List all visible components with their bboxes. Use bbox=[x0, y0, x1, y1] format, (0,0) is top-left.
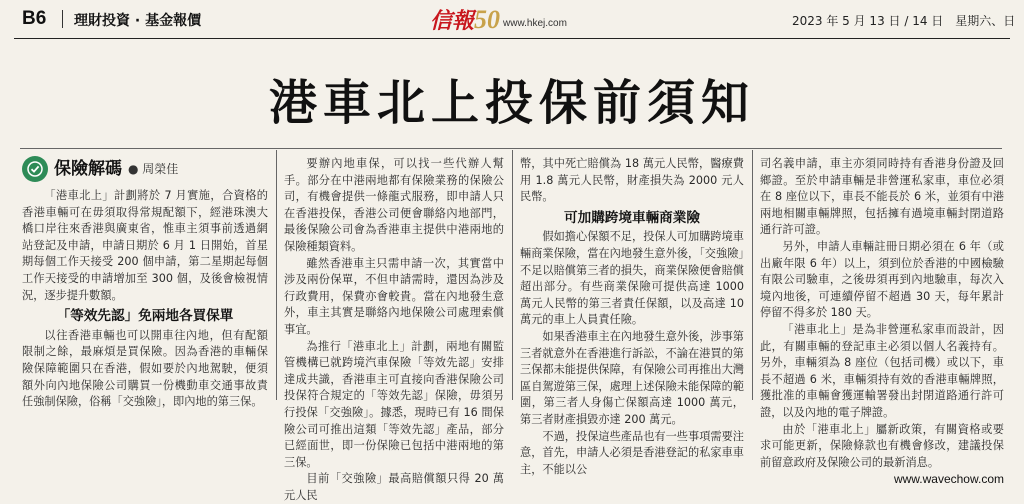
section-title: 理財投資 · 基金報價 bbox=[74, 13, 202, 29]
page-header bbox=[0, 0, 1024, 38]
paragraph: 不過，投保這些產品也有一些事項需要注意，首先，申請人必須是香港登記的私家車車主，不能以公 bbox=[520, 429, 744, 476]
subheading: 「等效先認」免兩地各買保單 bbox=[56, 308, 234, 325]
paragraph: 目前「交強險」最高賠償額只得 20 萬元人民 bbox=[284, 472, 504, 502]
article-column-1 bbox=[22, 156, 268, 411]
author-name: 周榮佳 bbox=[142, 161, 179, 176]
article-column-4 bbox=[760, 156, 1004, 488]
column-divider bbox=[276, 150, 277, 400]
paragraph: 如果香港車主在內地發生意外後，涉事第三者就意外在香港進行訴訟，不論在港買的第三保都未能提供保障，有保險公司再推出大灣區自駕遊第三保，處理上述保險未能保障的範圍，第三者人身傷亡保額高達 1000 萬元，第三者財產損毀亦達 200 萬元。 bbox=[520, 329, 744, 426]
header-separator bbox=[62, 10, 63, 28]
paragraph: 為推行「港車北上」計劃，兩地有關監管機構已就跨境汽車保險「等效先認」安排達成共識，香港車主可直接向香港保險公司投保符合規定的「等效先認」保險，毋須另行投保「交強險」。據悉，現時已有 16 間保險公司可推出這類「等效先認」產品，部分已經面世，即一份保險已包括中港兩地的第三保。 bbox=[284, 339, 504, 469]
logo-anniversary-number: 50 bbox=[474, 5, 501, 34]
paragraph: 由於「港車北上」屬新政策，有關資格或要求可能更新，保險條款也有機會修改，建議投保前留意政府及保險公司的最新消息。 bbox=[760, 422, 1004, 469]
paragraph: 幣，其中死亡賠償為 18 萬元人民幣，醫療費用 1.8 萬元人民幣，財產損失為 2000 元人民幣。 bbox=[520, 157, 744, 204]
article-headline: 港車北上投保前須知 bbox=[268, 75, 755, 131]
author-website[interactable]: www.wavechow.com bbox=[893, 472, 1004, 487]
page-number: B6 bbox=[22, 8, 47, 29]
article-column-2 bbox=[284, 156, 504, 504]
paragraph: 另外，申請人車輛註冊日期必須在 6 年（或出廠年限 6 年）以上，須到位於香港的中國檢驗有限公司驗車，之後毋須再到內地驗車，每次入境內地後，可連續停留不超過 30 天，每年累計停留不得多於 180 天。 bbox=[760, 239, 1004, 320]
paragraph: 要辦內地車保，可以找一些代辦人幫手。部分在中港兩地都有保險業務的保險公司，有機會提供一條龍式服務，即申請人只在香港投保，香港公司便會聯絡內地部門，最後保險公司會為香港車主提供中港兩地的保險種類資料。 bbox=[284, 157, 504, 253]
subheading: 可加購跨境車輛商業險 bbox=[564, 209, 700, 226]
article-column-3 bbox=[520, 156, 744, 478]
paragraph: 以往香港車輛也可以開車往內地，但有配額限制之餘，最麻煩是買保險。因為香港的車輛保險保障範圍只在香港，假如要於內地駕駛，便須額外向內地保險公司購買一份機動車交通事故責任強制保險，俗稱「交強險」，即內地的第三保。 bbox=[22, 328, 268, 409]
issue-date: 2023 年 5 月 13 日 / 14 日 星期六、日 bbox=[792, 14, 1016, 28]
column-badge-icon bbox=[22, 156, 48, 182]
newspaper-logo[interactable] bbox=[430, 4, 567, 34]
column-name: 保險解碼 bbox=[54, 158, 122, 179]
paragraph: 司名義申請，車主亦須同時持有香港身份證及回鄉證。至於申請車輛是非營運私家車，車位必須在 8 座位以下，車長不能長於 6 米，並須有中港兩地相關車輛牌照，包括擁有過境車輛封閉道路通行許可證。 bbox=[760, 157, 1004, 237]
shield-check-icon bbox=[27, 161, 43, 177]
logo-url[interactable]: www.hkej.com bbox=[503, 18, 567, 29]
column-divider bbox=[512, 150, 513, 400]
header-divider bbox=[14, 38, 1010, 39]
column-badge bbox=[22, 156, 268, 182]
column-divider bbox=[752, 150, 753, 400]
author-label: ● 周榮佳 bbox=[128, 161, 179, 176]
paragraph: 雖然香港車主只需申請一次，其實當中涉及兩份保單，不但申請需時，還因為涉及行政費用，保費亦會較貴。當在內地發生意外，車主其實是聯絡內地保險公司處理索償事宜。 bbox=[284, 256, 504, 336]
headline-divider bbox=[20, 148, 1002, 149]
paragraph: 「港車北上」計劃將於 7 月實施，合資格的香港車輛可在毋須取得常規配額下，經港珠澳大橋口岸往來香港與廣東省，惟車主須事前透過網站登記及申請，申請日期於 6 月 1 日開始，首星期每個工作天接受 200 個申請，第二星期起每個工作天接受的申請增加至 300 個，及後會檢視情況，逐步提升數額。 bbox=[22, 189, 268, 302]
logo-text: 信報 bbox=[430, 8, 475, 34]
paragraph: 假如擔心保額不足，投保人可加購跨境車輛商業保險，當在內地發生意外後，「交強險」不足以賠償第三者的損失，商業保險便會賠償超出部分。有些商業保險可提供高達 1000 萬元人民幣的第三者責任保額，以及高達 10 萬元的車上人員責任險。 bbox=[520, 230, 744, 327]
paragraph: 「港車北上」是為非營運私家車而設計，因此，有關車輛的登記車主必須以個人名義持有。另外，車輛須為 8 座位（包括司機）或以下，車長不超過 6 米，車輛須持有效的香港車輛牌照，獲批准的車輛會獲運輸署發出封閉道路通行許可證，以及內地的電子牌證。 bbox=[760, 322, 1004, 419]
